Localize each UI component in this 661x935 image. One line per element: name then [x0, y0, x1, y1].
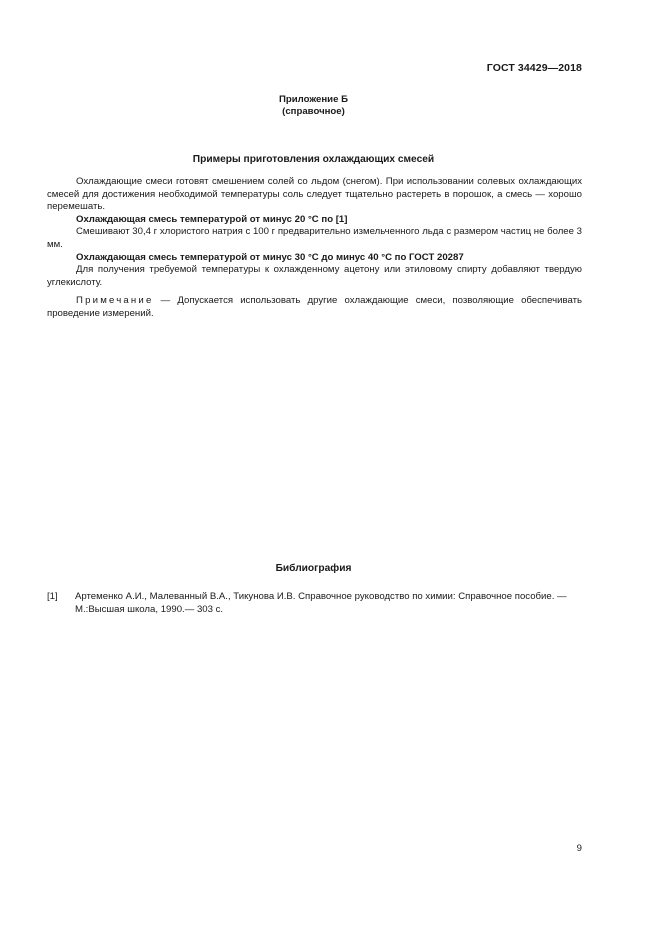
- subheading-minus-30-40: Охлаждающая смесь температурой от минус 30 °С до минус 40 °С по ГОСТ 20287: [76, 251, 464, 263]
- page-number: 9: [576, 843, 582, 854]
- paragraph-minus-20: Смешивают 30,4 г хлористого натрия с 100 г предварительно измельченного льда с размером частиц не более 3 мм.: [47, 226, 582, 250]
- note-text: — Допускается использовать другие охлаждающие смеси, позволяющие обеспечивать проведение измерений.: [47, 295, 582, 319]
- appendix-heading: [0, 94, 627, 118]
- paragraph-intro: Охлаждающие смеси готовят смешением солей со льдом (снегом). При использовании солевых охлаждающих смесей для достижения необходимой температуры соль следует тщательно растереть в порошок, а смесь — хорошо перемешать.: [47, 176, 582, 213]
- bibliography-entry: [47, 591, 582, 616]
- standard-code: ГОСТ 34429—2018: [486, 62, 582, 74]
- note: [47, 295, 582, 320]
- note-label: Примечание: [76, 295, 154, 307]
- subheading-minus-20: Охлаждающая смесь температурой от минус 20 °С по [1]: [76, 213, 348, 225]
- appendix-title: Приложение Б: [279, 94, 348, 105]
- appendix-subtitle: (справочное): [282, 106, 345, 117]
- paragraph-minus-30-40: Для получения требуемой температуры к охлажденному ацетону или этиловому спирту добавляют твердую углекислоту.: [47, 264, 582, 288]
- bibliography-list: [47, 591, 582, 616]
- bibliography-title: Библиография: [275, 563, 352, 574]
- bibliography-entry-text: Артеменко А.И., Малеванный В.А., Тикунова И.В. Справочное руководство по химии: Справочное пособие. — М.:Высшая школа, 1990.— 303 с.: [75, 591, 567, 615]
- section-body: [47, 176, 582, 330]
- bibliography-entry-number: [1]: [47, 591, 58, 602]
- section-title: Примеры приготовления охлаждающих смесей: [192, 154, 435, 165]
